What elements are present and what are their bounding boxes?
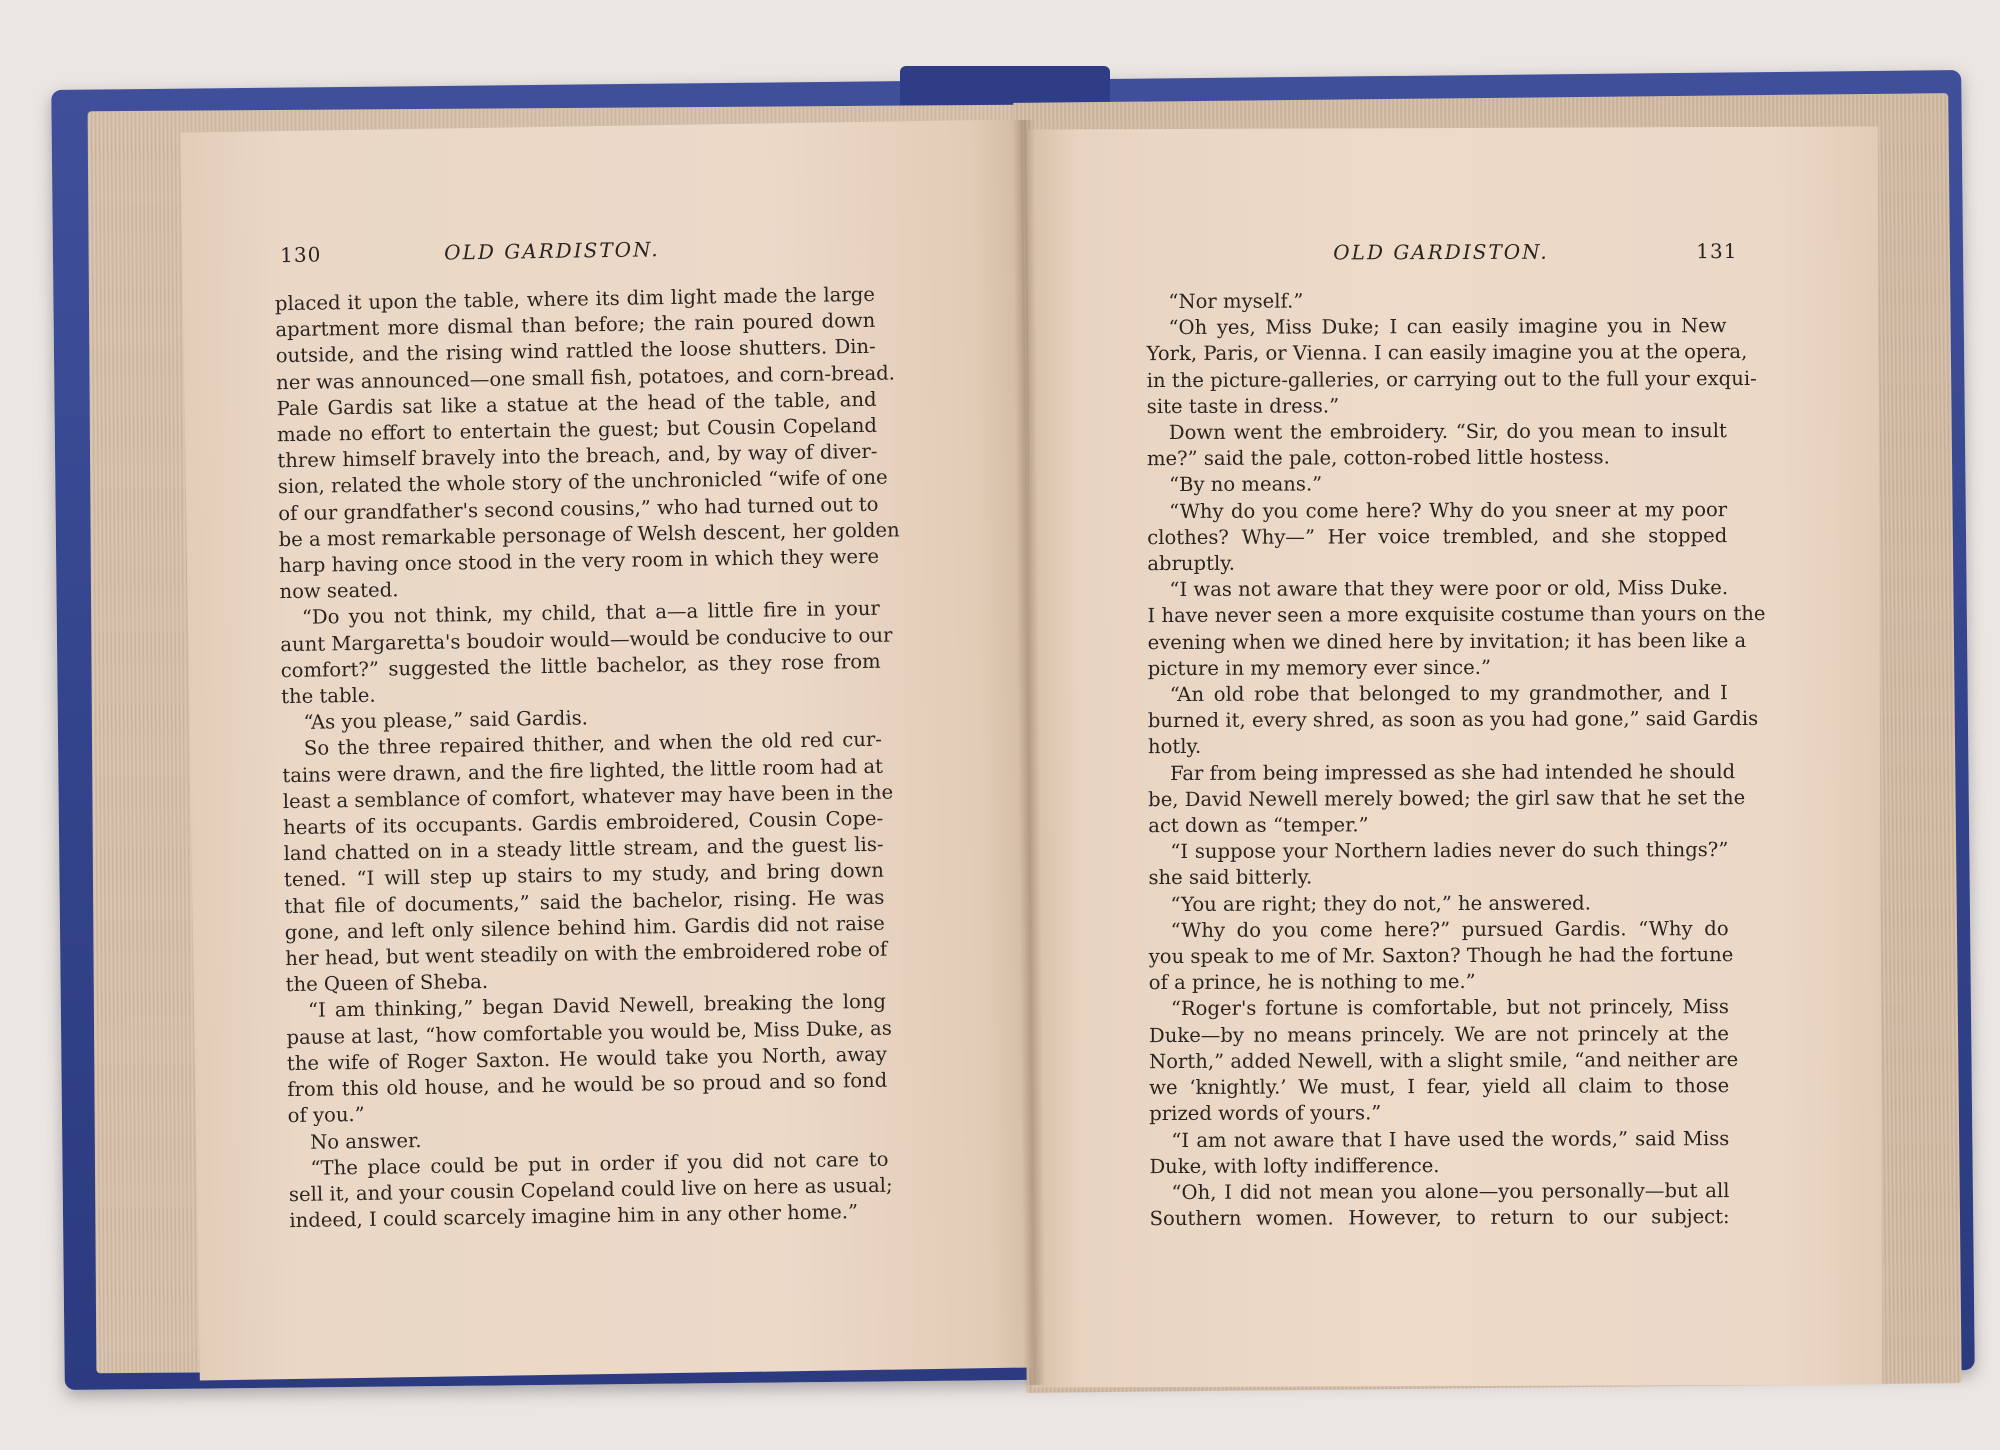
text-line: Down went the embroidery. “Sir, do you mean to insult [1168, 419, 1727, 445]
text-line: “Oh yes, Miss Duke; I can easily imagine you in New [1168, 314, 1727, 340]
text-line: “By no means.” [1169, 472, 1323, 497]
right-page-body [1146, 287, 1766, 1232]
text-line: harp having once stood in the very room in which they were [278, 544, 880, 578]
text-line: Duke, with lofty indifference. [1149, 1153, 1440, 1178]
text-line: Southern women. However, to return to our subject: [1149, 1205, 1730, 1231]
text-line: of a prince, he is nothing to me.” [1148, 970, 1476, 995]
text-line: in the picture-galleries, or carrying out to the full your exqui- [1146, 366, 1757, 392]
text-line: evening when we dined here by invitation; it has been like a [1147, 628, 1747, 654]
text-line: “Roger's fortune is comfortable, but not princely, Miss [1170, 995, 1729, 1021]
text-line: aunt Margaretta's boudoir would—would be conducive to our [280, 623, 893, 656]
text-line: threw himself bravely into the breach, and, by way of diver- [277, 439, 878, 473]
text-line: comfort?” suggested the little bachelor, as they rose from [280, 649, 881, 683]
text-line: the wife of Roger Saxton. He would take you North, away [286, 1042, 887, 1076]
text-line: least a semblance of comfort, whatever may have been in the [282, 780, 894, 814]
text-line: from this old house, and he would be so proud and so fond [287, 1068, 888, 1102]
text-line: of you.” [287, 1103, 365, 1128]
left-page [180, 119, 1039, 1380]
text-line: burned it, every shred, as soon as you had gone,” said Gardis [1147, 707, 1759, 733]
text-line: Duke—by no means princely. We are not princely at the [1148, 1021, 1730, 1047]
text-line: tains were drawn, and the fire lighted, the little room had at [282, 754, 884, 787]
text-line: “You are right; they do not,” he answered. [1170, 891, 1591, 916]
right-page [1028, 127, 1882, 1388]
text-line: “I suppose your Northern ladies never do such things?” [1170, 838, 1729, 864]
text-line: made no effort to entertain the guest; but Cousin Copeland [276, 413, 878, 447]
text-line: she said bitterly. [1148, 865, 1313, 890]
text-line: indeed, I could scarcely imagine him in any other home.” [289, 1200, 859, 1233]
text-line: land chatted on in a steady little stream, and the guest lis- [283, 832, 884, 866]
text-line: apartment more dismal than before; the rain poured down [275, 308, 876, 342]
text-line: So the three repaired thither, and when the old red cur- [303, 728, 883, 761]
text-line: we ‘knightly.’ We must, I fear, yield all claim to those [1149, 1074, 1730, 1100]
text-line: placed it upon the table, where its dim light made the large [274, 282, 876, 316]
text-line: “I am not aware that I have used the words,” said Miss [1171, 1126, 1730, 1152]
text-line: that file of documents,” said the bachelor, rising. He was [284, 885, 885, 918]
text-line: prized words of yours.” [1149, 1101, 1382, 1126]
text-line: be a most remarkable personage of Welsh descent, her golden [278, 518, 900, 552]
text-line: I have never seen a more exquisite costume than yours on the [1147, 602, 1766, 628]
text-line: the Queen of Sheba. [285, 970, 489, 997]
text-line: now seated. [279, 578, 399, 604]
text-line: “I am thinking,” began David Newell, breaking the long [307, 990, 887, 1023]
text-line: the table. [280, 683, 376, 709]
left-page-number: 130 [279, 242, 322, 268]
text-line: North,” added Newell, with a slight smile, “and neither are [1149, 1047, 1739, 1073]
text-line: outside, and the rising wind rattled the loose shutters. Din- [275, 335, 876, 368]
text-line: gone, and left only silence behind him. Gardis did not raise [284, 911, 885, 945]
text-line: Pale Gardis sat like a statue at the head of the table, and [276, 387, 877, 421]
text-line: No answer. [309, 1128, 422, 1154]
text-line: “Why do you come here?” pursued Gardis. “Why do [1170, 916, 1729, 942]
text-line: “Oh, I did not mean you alone—you personally—but all [1171, 1178, 1730, 1204]
text-line: “An old robe that belonged to my grandmother, and I [1169, 681, 1728, 707]
right-page-number: 131 [1696, 239, 1738, 264]
text-line: tened. “I will step up stairs to my study, and bring down [283, 859, 885, 892]
text-line: site taste in dress.” [1146, 394, 1340, 418]
text-line: sion, related the whole story of the unchronicled “wife of one [277, 466, 888, 499]
left-page-body [274, 282, 900, 1235]
text-line: “Nor myself.” [1168, 289, 1304, 313]
text-line: her head, but went steadily on with the embroidered robe of [285, 937, 888, 971]
text-line: picture in my memory ever since.” [1147, 655, 1492, 680]
text-line: “The place could be put in order if you did not care to [310, 1147, 889, 1180]
text-line: abruptly. [1147, 551, 1235, 576]
text-line: “Why do you come here? Why do you sneer at my poor [1169, 497, 1728, 523]
text-line: Far from being impressed as she had intended he should [1170, 759, 1736, 785]
text-line: of our grandfather's second cousins,” who had turned out to [278, 492, 879, 525]
text-line: ner was announced—one small fish, potatoes, and corn-bread. [276, 361, 896, 394]
text-line: York, Paris, or Vienna. I can easily imagine you at the opera, [1146, 340, 1748, 366]
text-line: “As you please,” said Gardis. [303, 706, 589, 735]
text-line: pause at last, “how comfortable you would be, Miss Duke, as [286, 1016, 893, 1049]
text-line: act down as “temper.” [1148, 813, 1369, 838]
text-line: be, David Newell merely bowed; the girl saw that he set the [1148, 785, 1746, 811]
text-line: you speak to me of Mr. Saxton? Though he had the fortune [1148, 943, 1734, 969]
text-line: hearts of its occupants. Gardis embroidered, Cousin Cope- [282, 806, 884, 840]
text-line: sell it, and your cousin Copeland could live on here as usual; [288, 1173, 893, 1207]
text-line: “I was not aware that they were poor or old, Miss Duke. [1169, 576, 1729, 602]
text-line: hotly. [1147, 735, 1202, 759]
right-running-head: OLD GARDISTON. [1333, 239, 1549, 265]
left-running-head: OLD GARDISTON. [443, 237, 660, 265]
text-line: me?” said the pale, cotton-robed little hostess. [1146, 445, 1610, 471]
text-line: “Do you not think, my child, that a—a little fire in your [301, 597, 880, 630]
text-line: clothes? Why—” Her voice trembled, and she stopped [1147, 523, 1728, 549]
